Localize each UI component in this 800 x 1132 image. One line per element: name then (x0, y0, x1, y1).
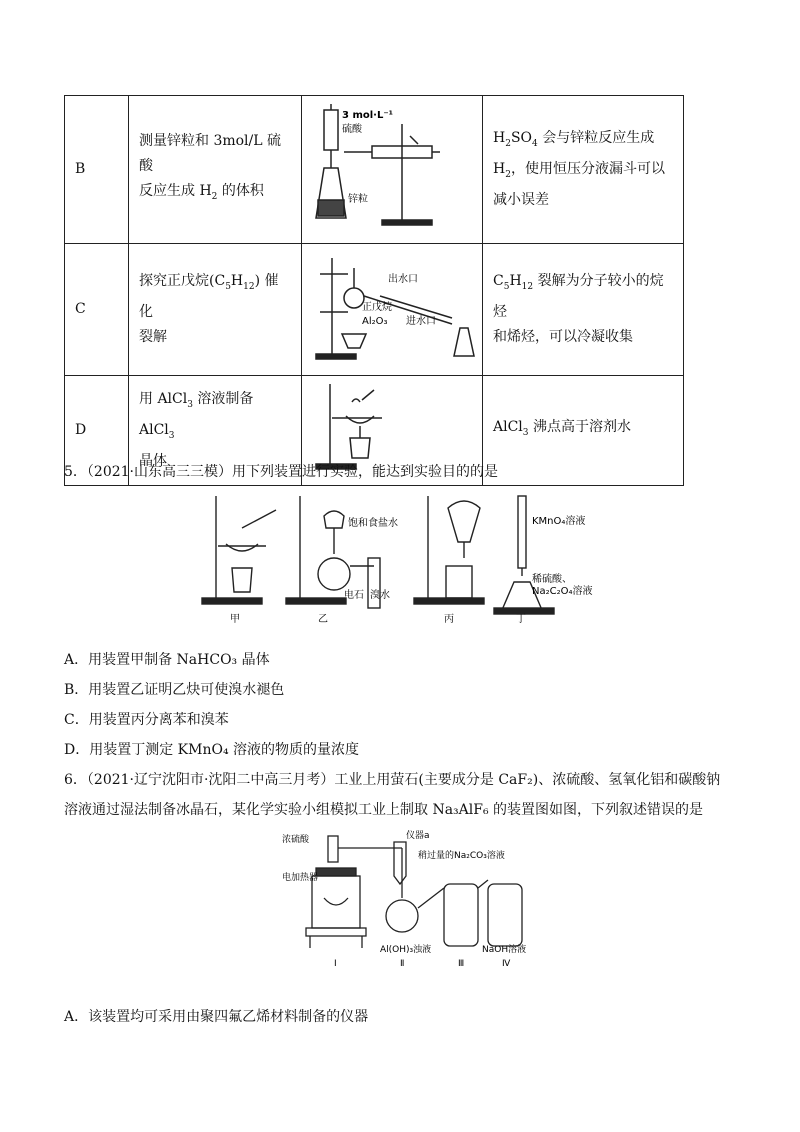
q6-option-a: A．该装置均可采用由聚四氟乙烯材料制备的仪器 (64, 1009, 369, 1025)
operation-cell: 测量锌粒和 3mol/L 硫酸 反应生成 $H_2$ 的体积 (129, 96, 302, 244)
question-6-stem-line2: 溶液通过湿法制备冰晶石，某化学实验小组模拟工业上制取 Na₃AlF₆ 的装置图如图，下列叙述错误的是 (64, 802, 704, 818)
zinc-acid-apparatus-figure (302, 96, 482, 234)
label-dilute-acid: 稀硫酸、 (532, 574, 572, 585)
question-5-stem: 5．（2021·山东高三三模）用下列装置进行实验，能达到实验目的的是 (64, 464, 498, 480)
label-yi: 乙 (318, 614, 328, 625)
label-jia: 甲 (230, 614, 240, 625)
q5-option-b: B．用装置乙证明乙炔可使溴水褪色 (64, 682, 285, 698)
row-letter: C (65, 244, 129, 376)
reason-cell: $C_5H_{12}$ 裂解为分子较小的烷烃 和烯烃，可以冷凝收集 (483, 244, 684, 376)
label-oxalate: Na₂C₂O₄溶液 (532, 586, 593, 597)
operation-cell: 探究正戊烷$(C_5H_{12})$ 催化 裂解 (129, 244, 302, 376)
q5-option-d: D．用装置丁测定 KMnO₄ 溶液的物质的量浓度 (64, 742, 360, 758)
q5-option-c: C．用装置丙分离苯和溴苯 (64, 712, 229, 728)
label-ding: 丁 (516, 614, 526, 625)
question-6-stem-line1: 6．（2021·辽宁沈阳市·沈阳二中高三月考）工业上用萤石(主要成分是 CaF₂)、浓硫酸、氢氧化铝和碳酸钠 (64, 772, 721, 788)
label-iii: Ⅲ (458, 959, 465, 969)
label-bing: 丙 (444, 614, 454, 625)
q6-apparatus-figure (282, 828, 542, 973)
label-iv: Ⅳ (502, 959, 511, 969)
label-carbide: 电石 (344, 590, 364, 601)
label-acid: 硫酸 (342, 124, 362, 135)
q5-apparatus-figure (196, 488, 616, 628)
label-pentane: 正戊烷 (362, 302, 392, 313)
label-bromine: 溴水 (370, 590, 390, 601)
label-naoh: NaOH溶液 (482, 945, 527, 955)
label-al2o3: Al₂O₃ (362, 316, 388, 327)
operation-cell: 用 AlCl$_3$ 溶液制备 AlCl$_3$ 晶体 (129, 376, 302, 486)
label-na2co3: 稍过量的Na₂CO₃溶液 (418, 851, 505, 861)
label-i: Ⅰ (334, 959, 337, 969)
label-aloh3: Al(OH)₃浊液 (380, 945, 432, 955)
label-zinc: 锌粒 (348, 194, 368, 205)
label-heater: 电加热器 (282, 873, 319, 883)
label-in: 进水口 (406, 316, 436, 327)
label-kmno4: KMnO₄溶液 (532, 516, 586, 527)
label-brine: 饱和食盐水 (348, 518, 398, 529)
reason-cell: $H_2SO_4$ 会与锌粒反应生成 $H_2$，使用恒压分液漏斗可以 减小误差 (483, 96, 684, 244)
label-instrument-a: 仪器a (406, 831, 430, 841)
row-letter: B (65, 96, 129, 244)
cracking-apparatus-figure (302, 244, 482, 366)
apparatus-figure-b (302, 96, 483, 244)
label-conc: 3 mol·L⁻¹ (342, 110, 393, 121)
experiment-table (64, 95, 684, 486)
table-row-c (65, 244, 684, 376)
table-row-b (65, 96, 684, 244)
reason-cell: AlCl$_3$ 沸点高于溶剂水 (483, 376, 684, 486)
label-out: 出水口 (388, 274, 418, 285)
label-ii: Ⅱ (400, 959, 405, 969)
label-conc-h2so4: 浓硫酸 (282, 835, 310, 845)
apparatus-figure-c (302, 244, 483, 376)
q5-option-a: A．用装置甲制备 NaHCO₃ 晶体 (64, 652, 270, 668)
row-letter: D (65, 376, 129, 486)
